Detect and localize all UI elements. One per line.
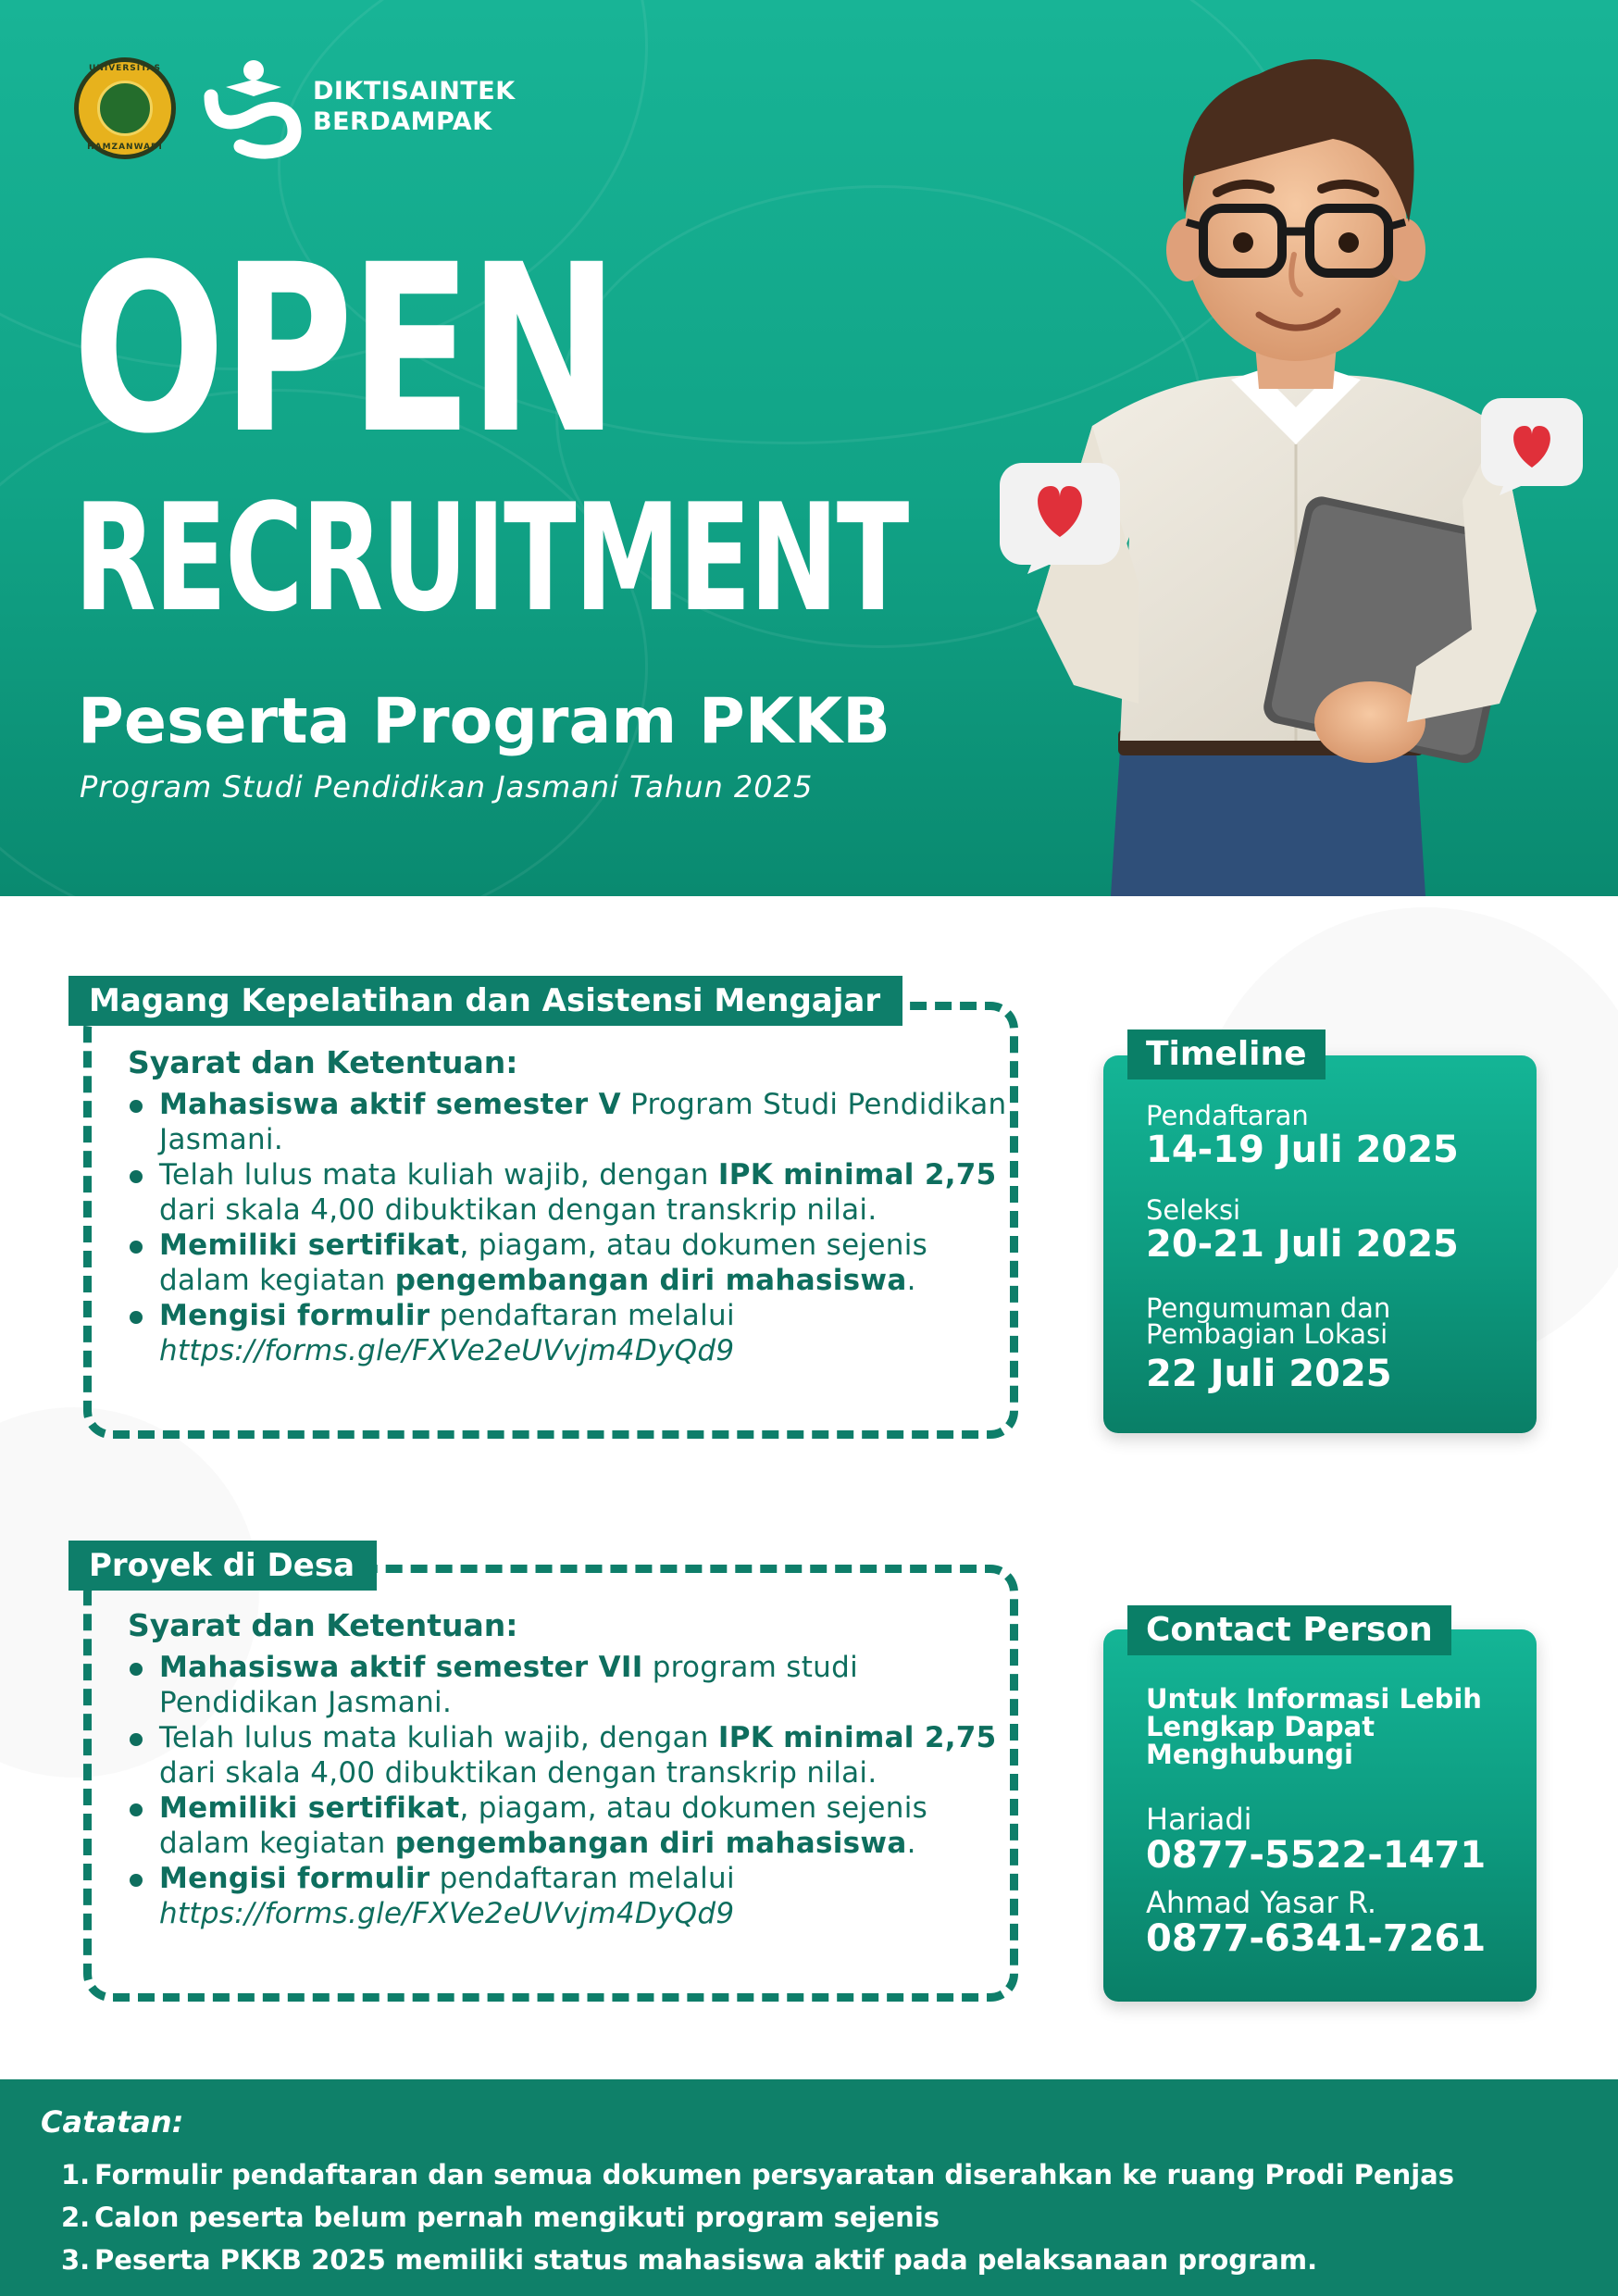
logo-ring-text-top: UNIVERSITAS	[89, 64, 161, 73]
timeline-value: 14-19 Juli 2025	[1146, 1129, 1459, 1171]
contact-card	[1103, 1629, 1537, 2002]
university-emblem-icon	[97, 81, 153, 136]
timeline-value: 22 Juli 2025	[1146, 1353, 1392, 1395]
diktisaintek-logo-icon	[198, 56, 309, 159]
logo-ring-text-bottom: HAMZANWADI	[87, 143, 163, 152]
list-item: Telah lulus mata kuliah wajib, dengan IPK minimal 2,75 dari skala 4,00 dibuktikan dengan transkrip nilai.	[128, 1157, 1007, 1228]
title-open: OPEN	[72, 215, 616, 484]
character-illustration	[981, 19, 1618, 896]
timeline-tag: Timeline	[1127, 1029, 1326, 1079]
list-item: Telah lulus mata kuliah wajib, dengan IPK minimal 2,75 dari skala 4,00 dibuktikan dengan transkrip nilai.	[128, 1720, 1007, 1791]
note-item: 3. Peserta PKKB 2025 memiliki status mahasiswa aktif pada pelaksanaan program.	[61, 2244, 1318, 2276]
dikti-line2: BERDAMPAK	[313, 107, 492, 136]
diktisaintek-wordmark	[313, 76, 516, 137]
contact-phone[interactable]: 0877-5522-1471	[1146, 1834, 1487, 1877]
list-item: Mengisi formulir pendaftaran melalui https://forms.gle/FXVe2eUVvjm4DyQd9	[128, 1861, 1007, 1931]
section-tag-magang: Magang Kepelatihan dan Asistensi Mengajar	[68, 976, 902, 1026]
note-item: 1. Formulir pendaftaran dan semua dokumen persyaratan diserahkan ke ruang Prodi Penjas	[61, 2159, 1454, 2190]
list-item: Mahasiswa aktif semester VII program studi Pendidikan Jasmani.	[128, 1650, 1007, 1720]
note-item: 2. Calon peserta belum pernah mengikuti program sejenis	[61, 2202, 940, 2233]
list-item: Mengisi formulir pendaftaran melalui https://forms.gle/FXVe2eUVvjm4DyQd9	[128, 1298, 1007, 1368]
list-item: Memiliki sertifikat, piagam, atau dokumen sejenis dalam kegiatan pengembangan diri mahasiswa.	[128, 1228, 1007, 1298]
timeline-label: Seleksi	[1146, 1194, 1241, 1226]
form-link[interactable]: https://forms.gle/FXVe2eUVvjm4DyQd9	[159, 1334, 735, 1367]
contact-intro: Menghubungi	[1146, 1739, 1353, 1770]
requirements-magang	[128, 1044, 1007, 1368]
notes-footer	[0, 2079, 1618, 2296]
dikti-line1: DIKTISAINTEK	[313, 77, 516, 106]
timeline-card	[1103, 1055, 1537, 1433]
timeline-label: Pendaftaran	[1146, 1100, 1309, 1131]
heart-bubble-icon	[1481, 398, 1583, 495]
form-link[interactable]: https://forms.gle/FXVe2eUVvjm4DyQd9	[159, 1897, 735, 1930]
hero-banner	[0, 0, 1618, 896]
requirements-heading: Syarat dan Ketentuan:	[128, 1044, 518, 1080]
timeline-label: Pengumuman dan	[1146, 1292, 1391, 1324]
section-tag-proyek: Proyek di Desa	[68, 1541, 377, 1591]
contact-phone[interactable]: 0877-6341-7261	[1146, 1917, 1487, 1960]
contact-tag: Contact Person	[1127, 1605, 1451, 1655]
timeline-value: 20-21 Juli 2025	[1146, 1223, 1459, 1266]
title-recruitment: RECRUITMENT	[74, 471, 908, 644]
contact-name: Ahmad Yasar R.	[1146, 1885, 1377, 1920]
contact-intro: Lengkap Dapat	[1146, 1711, 1375, 1742]
list-item: Mahasiswa aktif semester V Program Studi Pendidikan Jasmani.	[128, 1087, 1007, 1157]
requirements-proyek	[128, 1607, 1007, 1931]
timeline-label: Pembagian Lokasi	[1146, 1318, 1388, 1350]
university-logo	[74, 57, 176, 159]
list-item: Memiliki sertifikat, piagam, atau dokumen sejenis dalam kegiatan pengembangan diri mahasiswa.	[128, 1791, 1007, 1861]
program-subtitle: Peserta Program PKKB	[78, 685, 890, 758]
program-study-line: Program Studi Pendidikan Jasmani Tahun 2025	[80, 769, 814, 805]
contact-name: Hariadi	[1146, 1802, 1252, 1837]
heart-bubble-icon	[1000, 463, 1120, 574]
contact-intro: Untuk Informasi Lebih	[1146, 1683, 1482, 1715]
requirements-heading: Syarat dan Ketentuan:	[128, 1607, 518, 1643]
notes-title: Catatan:	[41, 2104, 184, 2140]
